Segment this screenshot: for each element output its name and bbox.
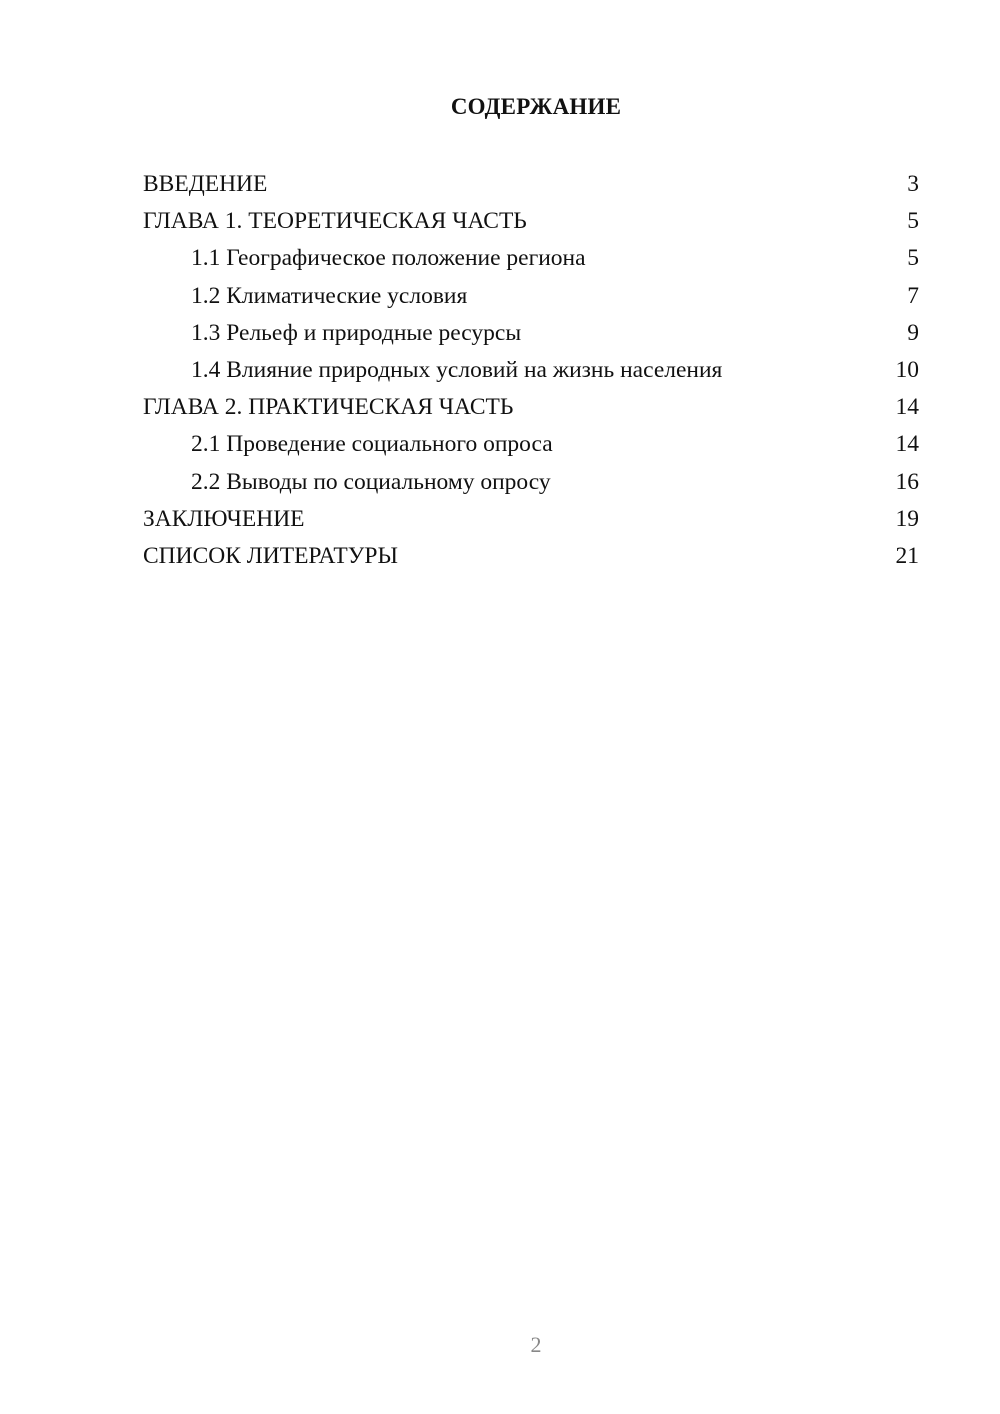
- toc-entry: [143, 503, 919, 540]
- toc-entry-page: 9: [907, 319, 919, 346]
- toc-entry: [143, 354, 919, 391]
- toc-entry: [143, 205, 919, 242]
- table-of-contents: [143, 168, 919, 577]
- toc-entry-label: ВВЕДЕНИЕ: [143, 171, 268, 197]
- toc-entry-label: 1.4 Влияние природных условий на жизнь населения: [191, 356, 723, 383]
- toc-entry-page: 5: [907, 245, 919, 272]
- toc-entry: [143, 280, 919, 317]
- toc-entry-label: 1.3 Рельеф и природные ресурсы: [191, 319, 522, 346]
- page-title: СОДЕРЖАНИЕ: [450, 94, 622, 119]
- toc-entry-page: 7: [907, 282, 919, 309]
- toc-entry-page: 19: [895, 505, 919, 532]
- toc-entry-label: 1.1 Географическое положение региона: [191, 245, 586, 272]
- toc-entry-page: 10: [895, 356, 919, 383]
- toc-entry-label: 2.2 Выводы по социальному опросу: [191, 468, 551, 495]
- toc-entry-page: 5: [907, 208, 919, 235]
- toc-entry: [143, 466, 919, 503]
- toc-entry-label: 1.2 Климатические условия: [191, 282, 468, 309]
- toc-entry-page: 3: [907, 171, 919, 197]
- toc-entry: [143, 428, 919, 465]
- toc-entry: [143, 317, 919, 354]
- toc-entry-page: 14: [895, 394, 919, 421]
- toc-entry-page: 21: [895, 542, 919, 569]
- toc-entry-label: СПИСОК ЛИТЕРАТУРЫ: [143, 542, 398, 569]
- toc-entry: [143, 242, 919, 279]
- toc-entry-label: ГЛАВА 1. ТЕОРЕТИЧЕСКАЯ ЧАСТЬ: [143, 208, 527, 235]
- toc-entry-page: 14: [895, 431, 919, 458]
- toc-entry: [143, 540, 919, 577]
- toc-entry: [143, 168, 919, 205]
- toc-entry-label: ГЛАВА 2. ПРАКТИЧЕСКАЯ ЧАСТЬ: [143, 394, 514, 421]
- page-number: 2: [530, 1332, 542, 1357]
- toc-entry-page: 16: [895, 468, 919, 495]
- toc-entry-label: 2.1 Проведение социального опроса: [191, 431, 553, 458]
- toc-entry-label: ЗАКЛЮЧЕНИЕ: [143, 505, 305, 532]
- toc-entry: [143, 391, 919, 428]
